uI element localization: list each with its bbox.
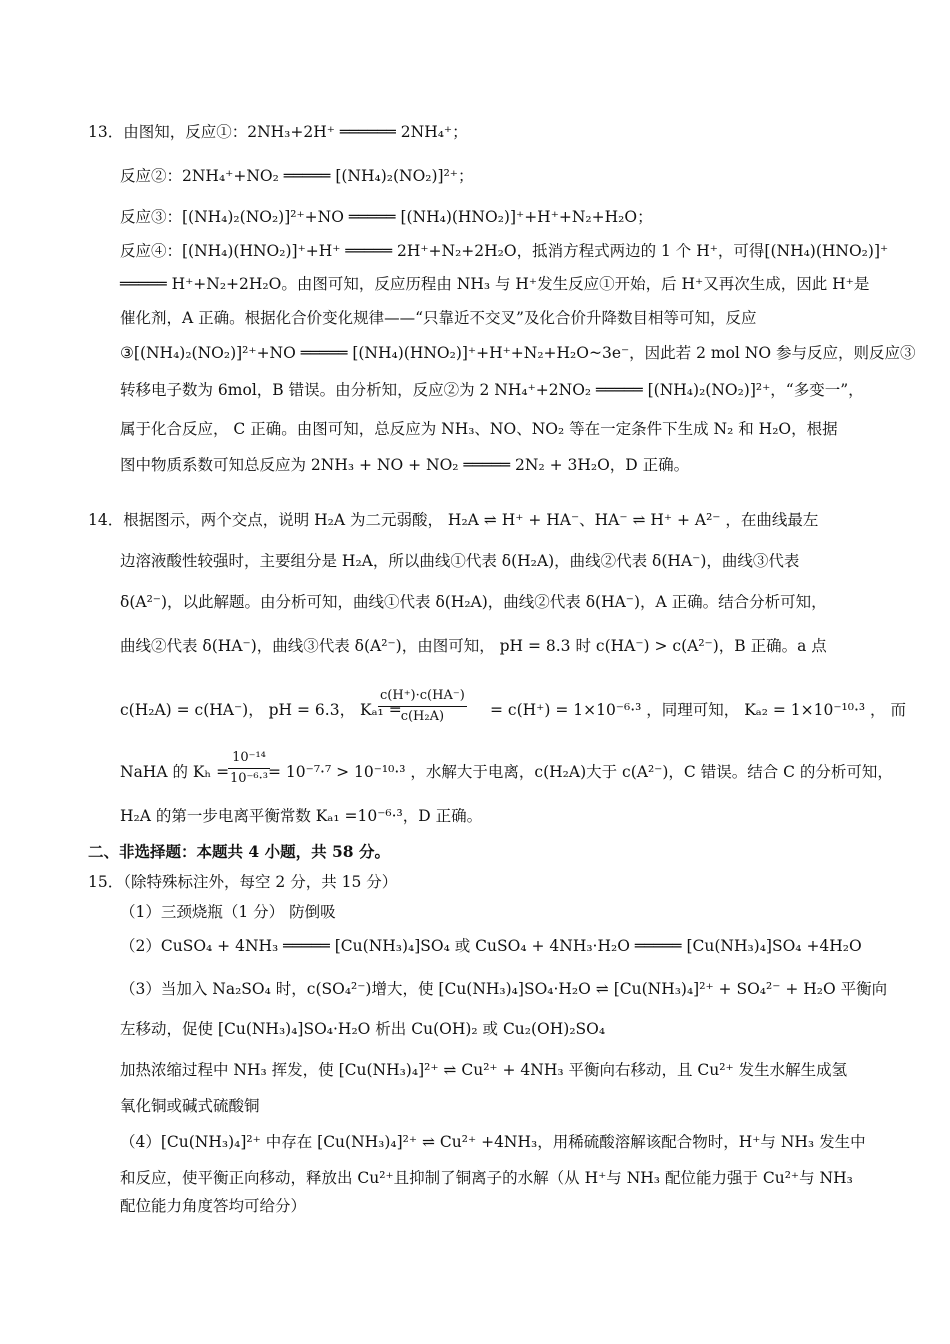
text-line-l17: NaHA 的 Kₕ = [120, 763, 230, 781]
text-line-l07: ③[(NH₄)₂(NO₂)]²⁺+NO ═════ [(NH₄)(HNO₂)]⁺+H⁺+N₂+H₂O~3e⁻，因此若 2 mol NO 参与反应，则反应③ [120, 344, 916, 362]
text-line-l20: 二、非选择题：本题共 4 小题，共 58 分。 [88, 842, 390, 861]
text-line-l24: （3）当加入 Na₂SO₄ 时，c(SO₄²⁻)增大，使 [Cu(NH₃)₄]SO₄·H₂O ⇌ [Cu(NH₃)₄]²⁺ + SO₄²⁻ + H₂O 平衡向 [120, 980, 888, 998]
text-line-l15: c(H₂A) = c(HA⁻)， pH = 6.3， Kₐ₁ = [120, 701, 402, 719]
text-line-l25: 左移动，促使 [Cu(NH₃)₄]SO₄·H₂O 析出 Cu(OH)₂ 或 Cu₂(OH)₂SO₄ [120, 1020, 606, 1038]
text-line-l16: = c(H⁺) = 1×10⁻⁶·³ ，同理可知， Kₐ₂ = 1×10⁻¹⁰·³ ， 而 [490, 701, 906, 719]
text-line-l11: 14．根据图示，两个交点，说明 H₂A 为二元弱酸， H₂A ⇌ H⁺ + HA⁻、HA⁻ ⇌ H⁺ + A²⁻ ，在曲线最左 [88, 511, 819, 529]
fraction-f2 [228, 748, 270, 789]
text-line-l12: 边溶液酸性较强时，主要组分是 H₂A，所以曲线①代表 δ(H₂A)，曲线②代表 δ(HA⁻)，曲线③代表 [120, 552, 800, 570]
text-line-l23: （2）CuSO₄ + 4NH₃ ═════ [Cu(NH₃)₄]SO₄ 或 CuSO₄ + 4NH₃·H₂O ═════ [Cu(NH₃)₄]SO₄ +4H₂O [120, 937, 862, 955]
text-line-l09: 属于化合反应， C 正确。由图可知，总反应为 NH₃、NO、NO₂ 等在一定条件下生成 N₂ 和 H₂O，根据 [120, 420, 838, 438]
text-line-l10: 图中物质系数可知总反应为 2NH₃ + NO + NO₂ ═════ 2N₂ + 3H₂O，D 正确。 [120, 456, 690, 474]
fraction-f1 [378, 686, 467, 727]
text-line-l14: 曲线②代表 δ(HA⁻)，曲线③代表 δ(A²⁻)，由图可知， pH = 8.3 时 c(HA⁻) > c(A²⁻)，B 正确。a 点 [120, 637, 827, 655]
fraction-numerator: 10⁻¹⁴ [228, 748, 270, 769]
text-line-l04: 反应④：[(NH₄)(HNO₂)]⁺+H⁺ ═════ 2H⁺+N₂+2H₂O，抵消方程式两边的 1 个 H⁺，可得[(NH₄)(HNO₂)]⁺ [120, 242, 889, 260]
text-line-l18: = 10⁻⁷·⁷ > 10⁻¹⁰·³ ，水解大于电离，c(H₂A)大于 c(A²⁻)，C 错误。结合 C 的分析可知， [268, 763, 893, 781]
text-line-l06: 催化剂，A 正确。根据化合价变化规律——“只靠近不交叉”及化合价升降数目相等可知，反应 [120, 309, 757, 327]
fraction-numerator: c(H⁺)·c(HA⁻) [378, 686, 467, 707]
text-line-l28: （4）[Cu(NH₃)₄]²⁺ 中存在 [Cu(NH₃)₄]²⁺ ⇌ Cu²⁺ +4NH₃，用稀硫酸溶解该配合物时，H⁺与 NH₃ 发生中 [120, 1133, 866, 1151]
text-line-l30: 配位能力角度答均可给分） [120, 1197, 307, 1215]
text-line-l29: 和反应，使平衡正向移动，释放出 Cu²⁺且抑制了铜离子的水解（从 H⁺与 NH₃ 配位能力强于 Cu²⁺与 NH₃ [120, 1169, 853, 1187]
text-line-l08: 转移电子数为 6mol，B 错误。由分析知，反应②为 2 NH₄⁺+2NO₂ ═════ [(NH₄)₂(NO₂)]²⁺，“多变一”， [120, 381, 864, 399]
text-line-l03: 反应③：[(NH₄)₂(NO₂)]²⁺+NO ═════ [(NH₄)(HNO₂)]⁺+H⁺+N₂+H₂O； [120, 208, 653, 226]
text-line-l21: 15．（除特殊标注外，每空 2 分，共 15 分） [88, 873, 398, 891]
fraction-denominator: 10⁻⁶·³ [230, 771, 268, 786]
text-line-l27: 氧化铜或碱式硫酸铜 [120, 1097, 260, 1115]
text-line-l22: （1）三颈烧瓶（1 分） 防倒吸 [120, 903, 336, 921]
text-line-l05: ═════ H⁺+N₂+2H₂O。由图可知，反应历程由 NH₃ 与 H⁺发生反应①开始，后 H⁺又再次生成，因此 H⁺是 [120, 275, 870, 293]
text-line-l01: 13．由图知，反应①：2NH₃+2H⁺ ══════ 2NH₄⁺； [88, 123, 468, 141]
text-line-l13: δ(A²⁻)，以此解题。由分析可知，曲线①代表 δ(H₂A)，曲线②代表 δ(HA⁻)，A 正确。结合分析可知， [120, 593, 827, 611]
text-line-l26: 加热浓缩过程中 NH₃ 挥发，使 [Cu(NH₃)₄]²⁺ ⇌ Cu²⁺ + 4NH₃ 平衡向右移动，且 Cu²⁺ 发生水解生成氢 [120, 1061, 848, 1079]
text-line-l19: H₂A 的第一步电离平衡常数 Kₐ₁ =10⁻⁶·³，D 正确。 [120, 807, 483, 825]
fraction-denominator: c(H₂A) [400, 709, 445, 724]
text-line-l02: 反应②：2NH₄⁺+NO₂ ═════ [(NH₄)₂(NO₂)]²⁺； [120, 167, 474, 185]
